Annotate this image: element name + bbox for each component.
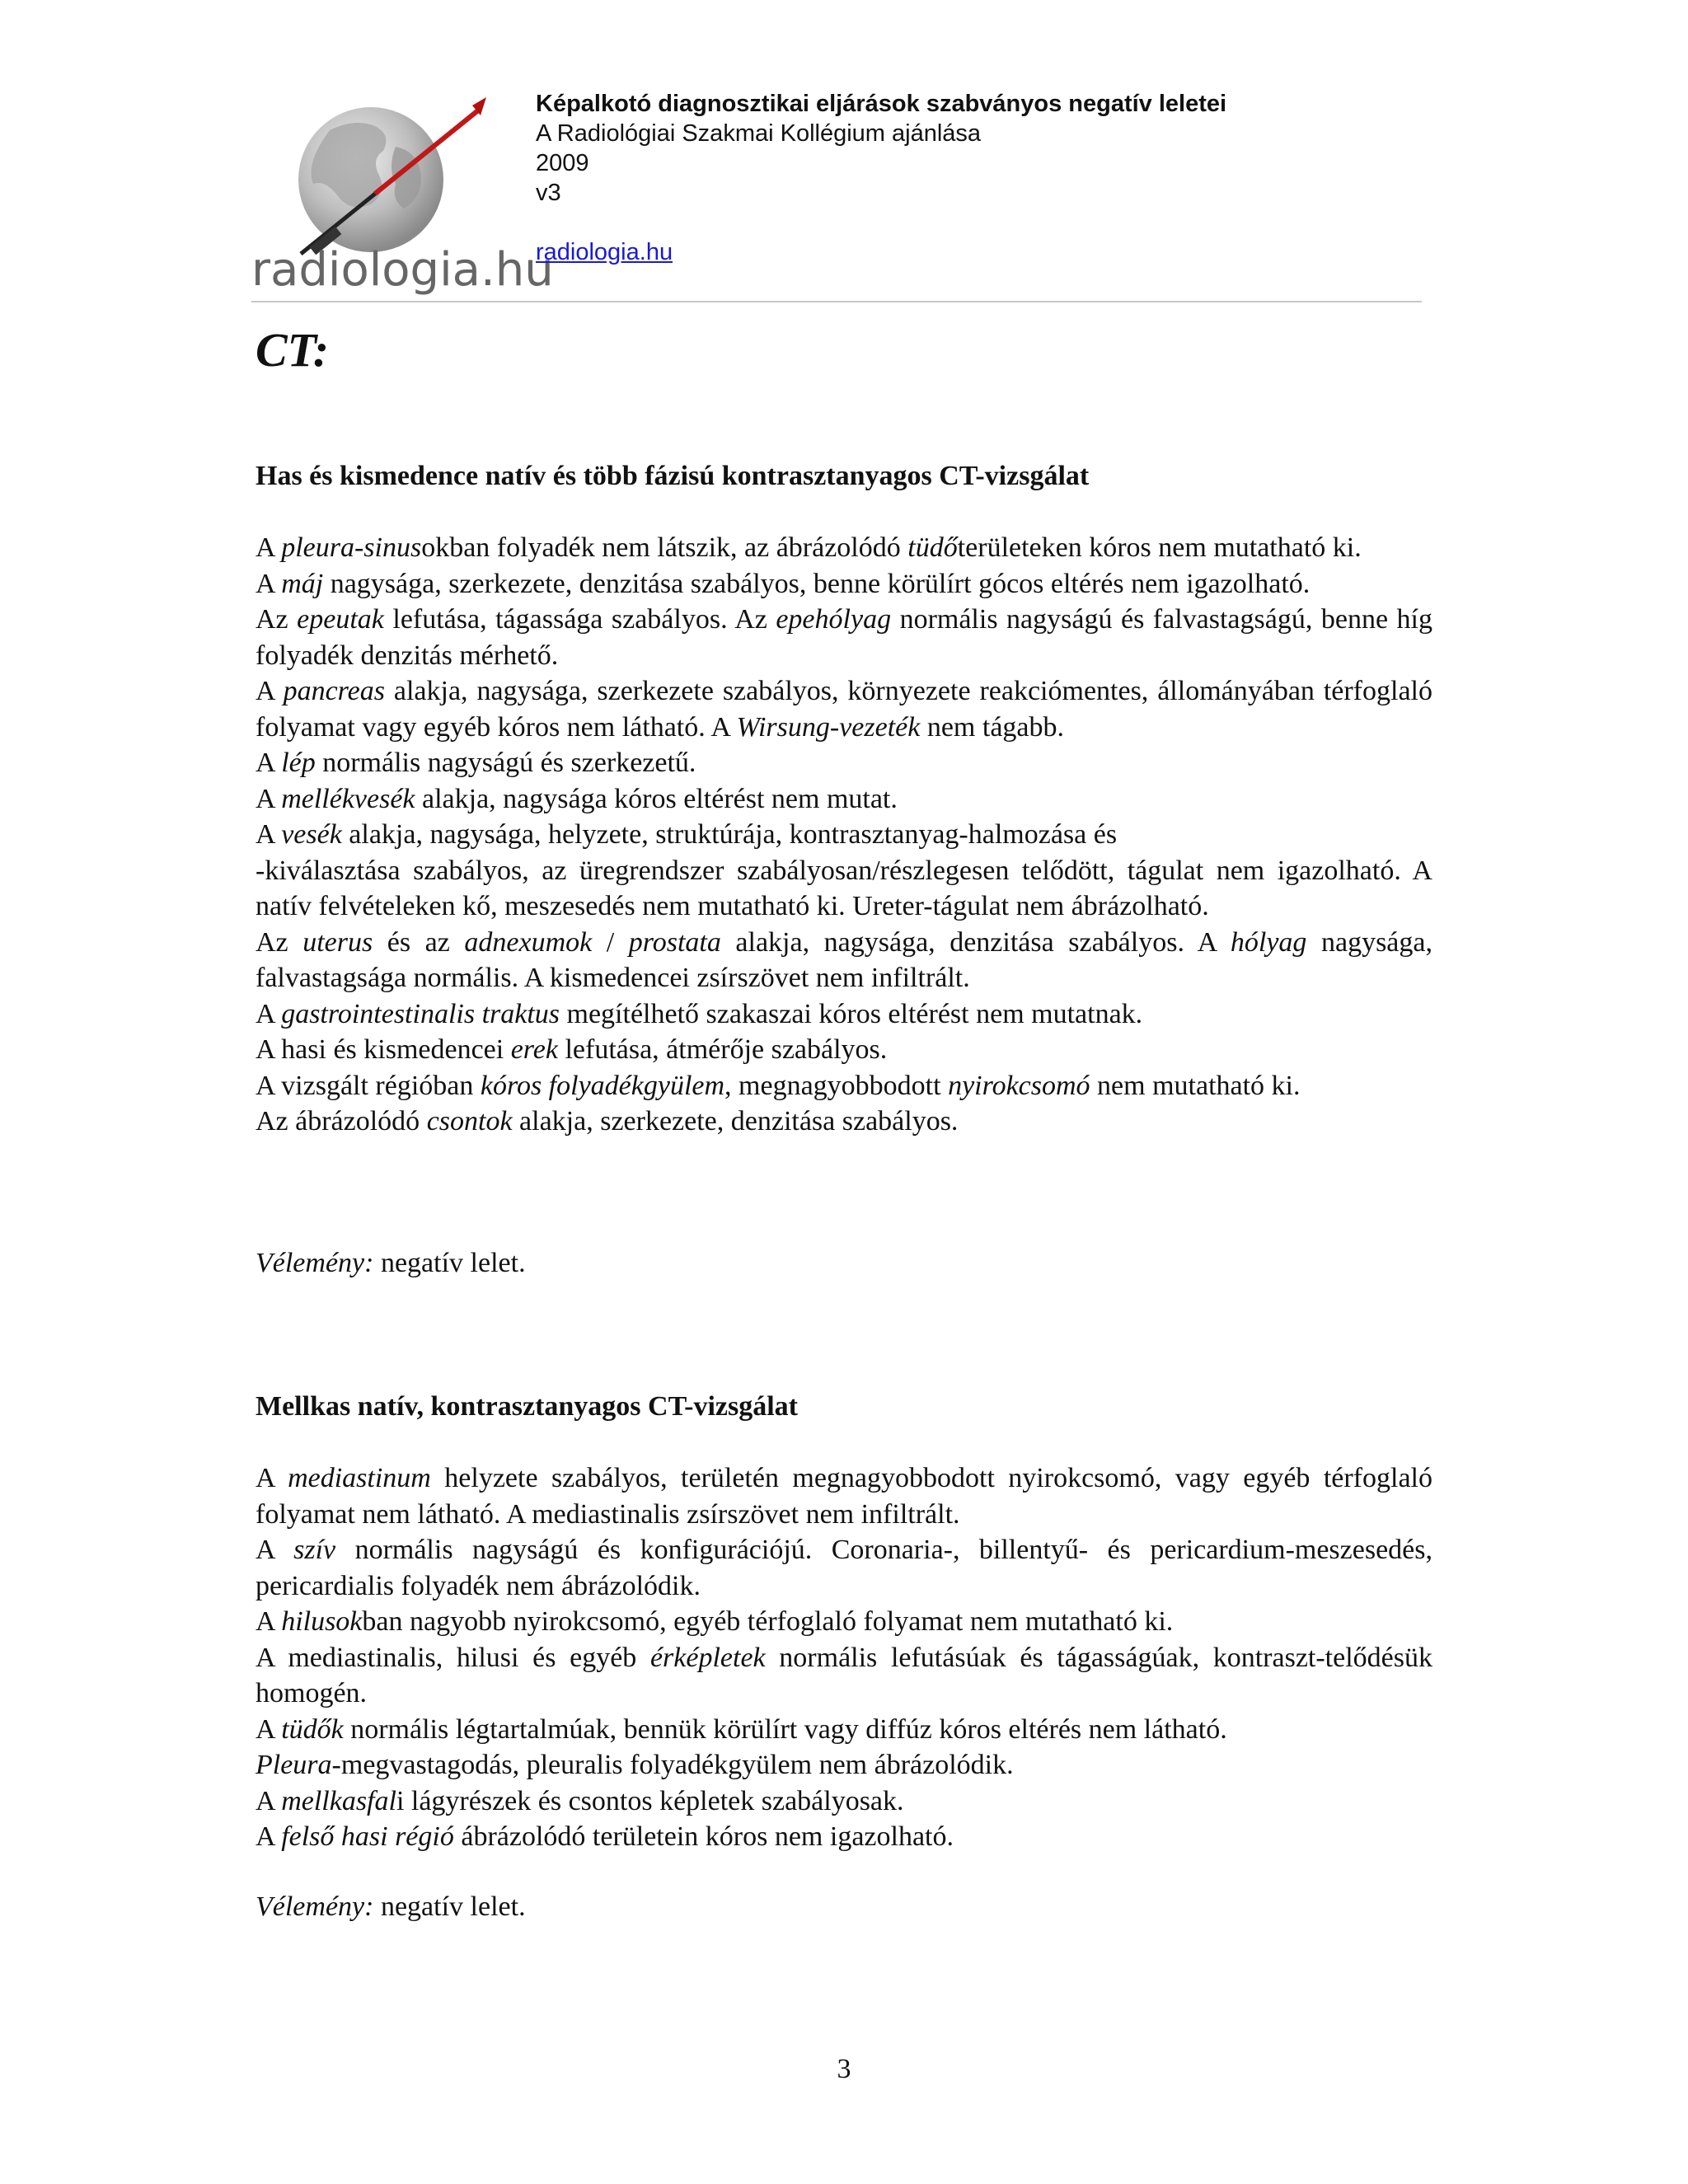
paragraph bbox=[256, 1783, 1432, 1820]
term: pancreas bbox=[283, 676, 385, 706]
text-run: A vizsgált régióban bbox=[256, 1070, 481, 1101]
opinion-label: Vélemény: bbox=[256, 1248, 374, 1278]
text-run: nagysága, falvastagsága normális. A kismedencei zsírszövet nem infiltrált. bbox=[256, 926, 1432, 993]
text-run: A bbox=[256, 1535, 294, 1565]
text-run: / bbox=[592, 926, 629, 958]
text-run: lefutása, tágassága szabályos. Az bbox=[383, 604, 776, 635]
document-header bbox=[536, 89, 1442, 267]
text-run: A bbox=[256, 998, 282, 1029]
opinion-text: negatív lelet. bbox=[373, 1248, 526, 1278]
text-run: Az ábrázolódó bbox=[256, 1106, 427, 1137]
text-run: A bbox=[256, 1606, 282, 1637]
text-run: területeken kóros nem mutatható ki. bbox=[957, 532, 1362, 563]
opinion-label: Vélemény: bbox=[256, 1891, 374, 1922]
paragraph bbox=[256, 745, 1432, 781]
paragraph bbox=[256, 530, 1432, 566]
document-year: 2009 bbox=[536, 150, 589, 176]
paragraph bbox=[256, 925, 1432, 996]
text-run: Az bbox=[256, 604, 298, 635]
website-link[interactable]: radiologia.hu bbox=[536, 239, 673, 265]
term: gastrointestinalis traktus bbox=[281, 998, 560, 1029]
term: Wirsung-vezeték bbox=[736, 711, 921, 743]
paragraph bbox=[256, 566, 1432, 602]
term: szív bbox=[293, 1535, 336, 1565]
section-body bbox=[256, 530, 1432, 1140]
text-run: , megnagyobbodott bbox=[724, 1070, 949, 1101]
paragraph bbox=[256, 1819, 1432, 1855]
paragraph bbox=[256, 1747, 1432, 1783]
term: pleura-sinus bbox=[281, 532, 422, 563]
text-run: A bbox=[256, 748, 282, 778]
text-run: alakja, nagysága, szerkezete szabályos, környezete reakciómentes, állományában térfoglaló folyamat vagy egyéb kóros nem látható. A bbox=[256, 676, 1432, 743]
term: mellékvesék bbox=[281, 783, 415, 814]
section-body bbox=[256, 1460, 1432, 1855]
text-run: A bbox=[256, 568, 282, 599]
term: epehólyag bbox=[776, 604, 892, 635]
paragraph bbox=[256, 1032, 1432, 1068]
text-run: megítélhető szakaszai kóros eltérést nem mutatnak. bbox=[560, 998, 1143, 1029]
text-run: normális nagyságú és falvastagságú, benne híg folyadék denzitás mérhető. bbox=[256, 604, 1432, 671]
opinion-line bbox=[256, 1245, 526, 1282]
paragraph bbox=[256, 1532, 1432, 1604]
term: hólyag bbox=[1230, 926, 1307, 958]
text-run: A mediastinalis, hilusi és egyéb bbox=[256, 1642, 650, 1673]
text-run: nem mutatható ki. bbox=[1090, 1070, 1301, 1101]
document-title: Képalkotó diagnosztikai eljárások szabványos negatív leletei bbox=[536, 91, 1227, 117]
text-run: lefutása, átmérője szabályos. bbox=[557, 1034, 888, 1065]
paragraph bbox=[256, 1068, 1432, 1104]
term: kóros folyadékgyülem bbox=[480, 1070, 725, 1101]
logo-text: radiologia.hu bbox=[251, 243, 554, 297]
document-subtitle: A Radiológiai Szakmai Kollégium ajánlása bbox=[536, 120, 982, 147]
text-run: -megvastagodás, pleuralis folyadékgyülem nem ábrázolódik. bbox=[331, 1750, 1014, 1780]
paragraph bbox=[256, 781, 1432, 818]
opinion-line bbox=[256, 1889, 526, 1925]
paragraph bbox=[256, 1640, 1432, 1712]
text-run: normális nagyságú és szerkezetű. bbox=[315, 748, 696, 778]
page-number: 3 bbox=[837, 2054, 851, 2084]
opinion-text: negatív lelet. bbox=[373, 1891, 526, 1922]
text-run: A bbox=[256, 532, 282, 563]
text-run: A hasi és kismedencei bbox=[256, 1034, 511, 1065]
paragraph bbox=[256, 673, 1432, 745]
paragraph bbox=[256, 817, 1432, 853]
text-run: A bbox=[256, 783, 282, 814]
paragraph bbox=[256, 1604, 1432, 1640]
term: lép bbox=[281, 748, 316, 778]
paragraph bbox=[256, 1460, 1432, 1532]
text-run: i lágyrészek és csontos képletek szabályosak. bbox=[396, 1785, 904, 1816]
term: érképletek bbox=[649, 1642, 766, 1673]
text-run: ábrázolódó területein kóros nem igazolható. bbox=[453, 1821, 954, 1852]
text-run: és az bbox=[373, 926, 465, 958]
term: felső hasi régió bbox=[281, 1821, 454, 1852]
text-run: -kiválasztása szabályos, az üregrendszer szabályosan/részlegesen telődött, tágulat nem igazolható. A natív felvételeken kő, meszesedés nem mutatható ki. Ureter-tágulat nem ábrázolható. bbox=[256, 855, 1432, 921]
term: nyirokcsomó bbox=[948, 1070, 1090, 1101]
term: Pleura bbox=[256, 1750, 332, 1780]
paragraph bbox=[256, 1712, 1432, 1748]
text-run: alakja, nagysága, denzitása szabályos. A bbox=[720, 926, 1231, 958]
text-run: alakja, nagysága kóros eltérést nem mutat. bbox=[415, 783, 898, 814]
term: adnexumok bbox=[464, 926, 593, 958]
text-run: A bbox=[256, 1785, 282, 1816]
text-run: ban nagyobb nyirokcsomó, egyéb térfoglaló folyamat nem mutatható ki. bbox=[362, 1606, 1174, 1637]
text-run: normális lefutásúak és tágasságúak, kontraszt-telődésük homogén. bbox=[256, 1642, 1432, 1708]
header-divider bbox=[251, 301, 1422, 302]
paragraph bbox=[256, 996, 1432, 1033]
text-run: A bbox=[256, 1463, 288, 1493]
term: erek bbox=[510, 1034, 558, 1065]
term: mellkasfal bbox=[281, 1785, 396, 1816]
term: tüdők bbox=[281, 1713, 344, 1745]
paragraph bbox=[256, 602, 1432, 673]
term: mediastinum bbox=[288, 1463, 431, 1493]
term: tüdő bbox=[907, 532, 958, 563]
term: vesék bbox=[281, 819, 342, 850]
term: uterus bbox=[302, 926, 373, 958]
page-heading: CT: bbox=[256, 323, 330, 377]
term: hilusok bbox=[281, 1606, 363, 1637]
text-run: alakja, szerkezete, denzitása szabályos. bbox=[512, 1106, 959, 1137]
term: epeutak bbox=[297, 604, 384, 635]
text-run: normális nagyságú és konfigurációjú. Coronaria-, billentyű- és pericardium-meszesedés, pericardialis folyadék nem ábrázolódik. bbox=[256, 1535, 1432, 1601]
document-version: v3 bbox=[536, 180, 561, 206]
term: máj bbox=[281, 568, 324, 599]
text-run: A bbox=[256, 676, 284, 706]
section-title: Mellkas natív, kontrasztanyagos CT-vizsgálat bbox=[256, 1391, 799, 1422]
text-run: okban folyadék nem látszik, az ábrázolódó bbox=[421, 532, 908, 563]
term: csontok bbox=[426, 1106, 513, 1137]
term: prostata bbox=[628, 926, 721, 958]
paragraph bbox=[256, 853, 1432, 925]
text-run: nem tágabb. bbox=[920, 711, 1065, 743]
section-title: Has és kismedence natív és több fázisú kontrasztanyagos CT-vizsgálat bbox=[256, 461, 1090, 491]
paragraph bbox=[256, 1104, 1432, 1140]
text-run: nagysága, szerkezete, denzitása szabályos, benne körülírt gócos eltérés nem igazolható. bbox=[323, 568, 1311, 599]
text-run: alakja, nagysága, helyzete, struktúrája, kontrasztanyag-halmozása és bbox=[341, 819, 1118, 850]
text-run: A bbox=[256, 1713, 282, 1745]
text-run: helyzete szabályos, területén megnagyobbodott nyirokcsomó, vagy egyéb térfoglaló folyamat nem látható. A mediastinalis zsírszövet nem infiltrált. bbox=[256, 1463, 1432, 1530]
text-run: A bbox=[256, 1821, 282, 1852]
text-run: normális légtartalmúak, bennük körülírt vagy diffúz kóros eltérés nem látható. bbox=[343, 1713, 1227, 1745]
text-run: Az bbox=[256, 926, 303, 958]
text-run: A bbox=[256, 819, 282, 850]
